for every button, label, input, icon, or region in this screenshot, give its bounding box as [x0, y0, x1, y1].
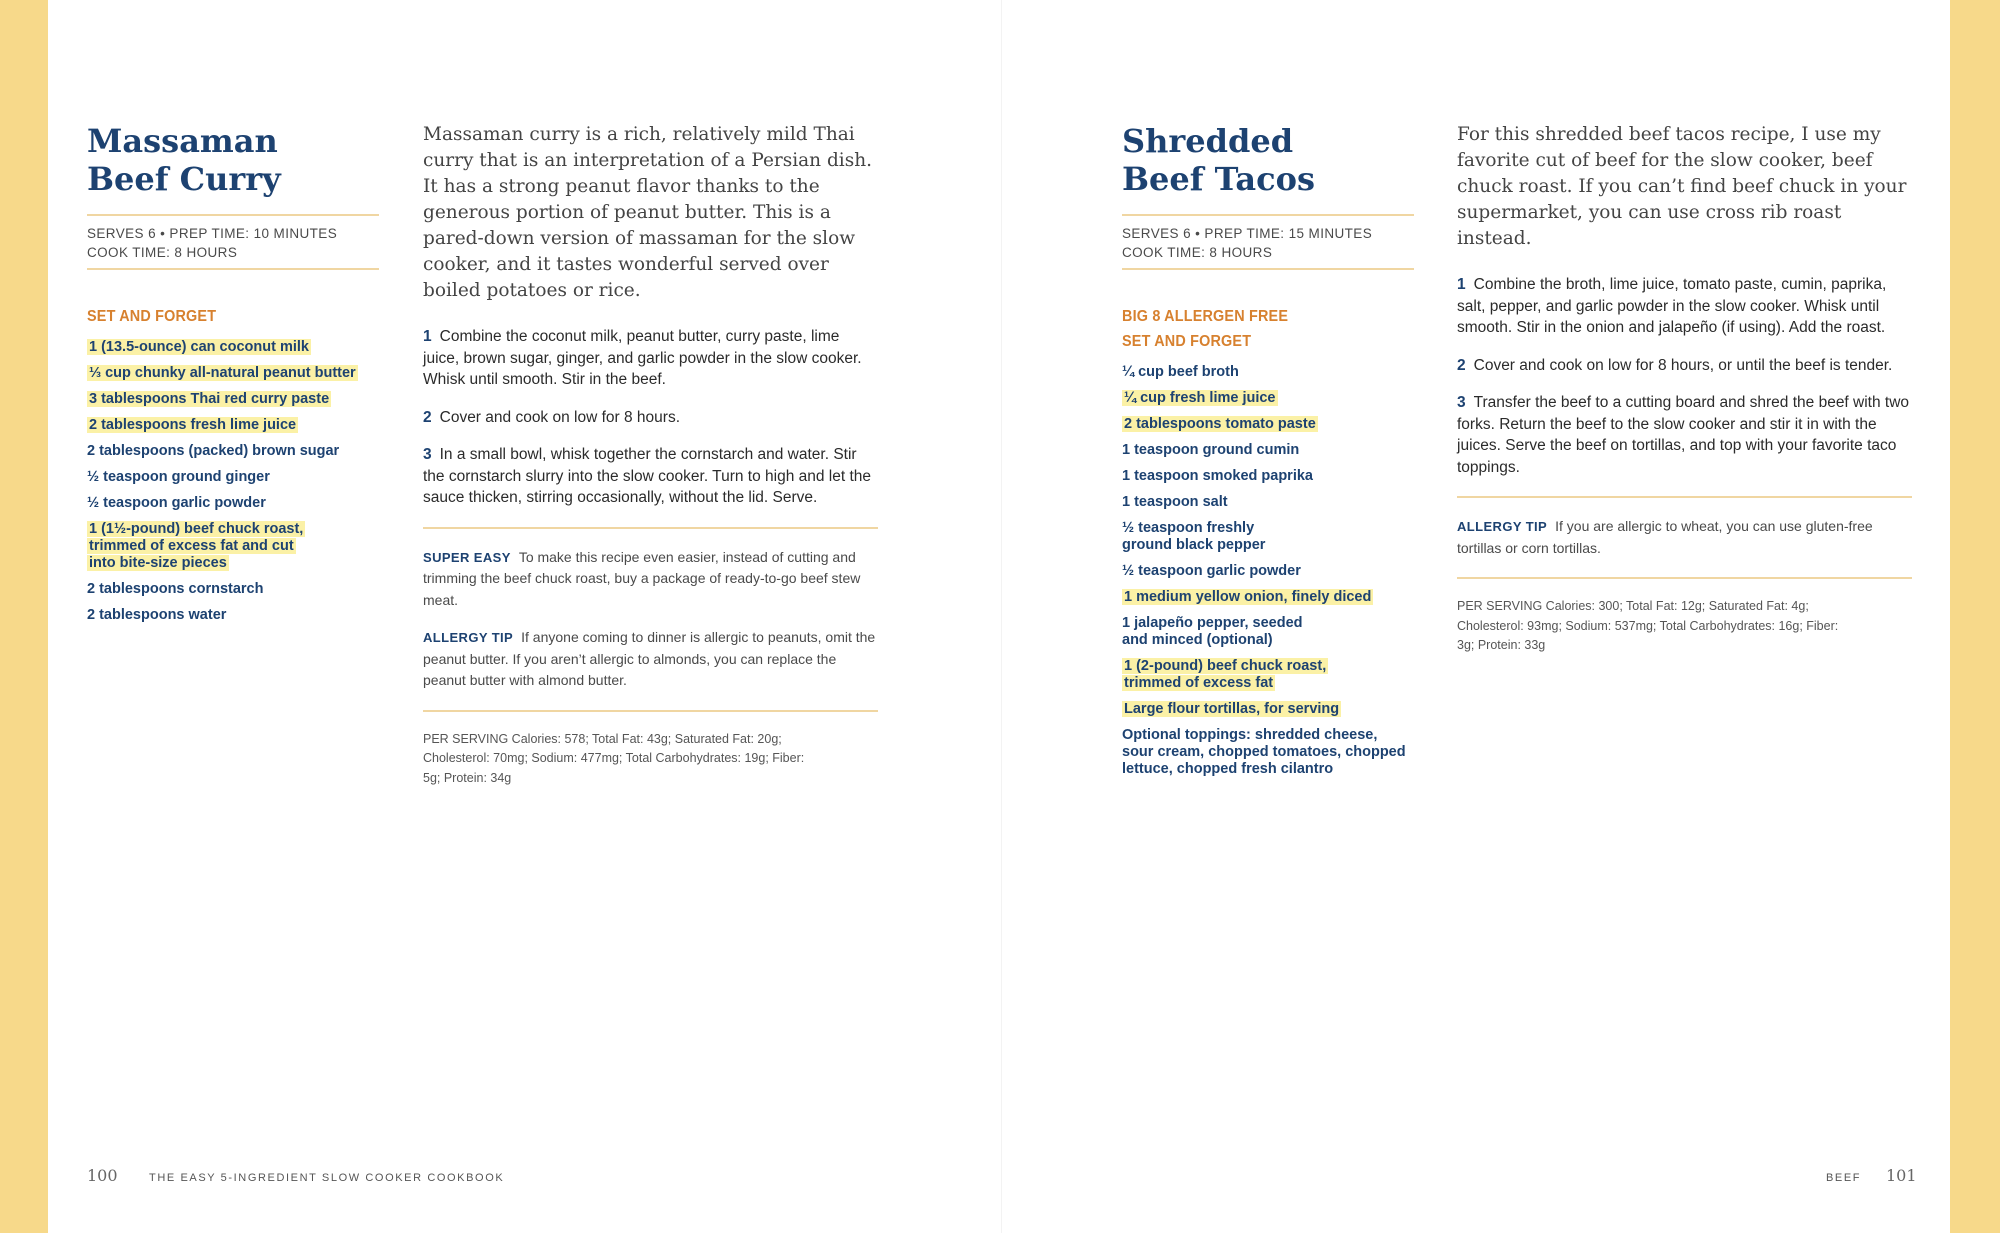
right-ingredient-column: [1122, 122, 1414, 787]
right-tag-allergen-free: BIG 8 ALLERGEN FREE: [1122, 308, 1289, 325]
right-tip-allergy: ALLERGY TIP If you are allergic to wheat, you can use gluten-free tortillas or corn tortillas.: [1457, 518, 1873, 556]
left-tip-super-easy: SUPER EASY To make this recipe even easier, instead of cutting and trimming the beef chuck roast, buy a package of ready-to-go beef stew meat.: [423, 548, 861, 608]
right-recipe-meta: [1122, 214, 1414, 270]
ingredient-item: 1 medium yellow onion, finely diced: [1124, 589, 1372, 605]
divider: [1457, 577, 1912, 579]
left-ingredient-list: [87, 339, 379, 624]
divider: [1457, 496, 1912, 498]
divider: [423, 527, 878, 529]
left-directions-column: [423, 122, 878, 788]
right-serves-prep: SERVES 6 • PREP TIME: 15 MINUTES: [1122, 226, 1373, 241]
page-gutter: [1001, 0, 1002, 1233]
ingredient-item: 2 tablespoons cornstarch: [87, 581, 264, 597]
right-directions-column: [1457, 122, 1912, 656]
left-cook-time: COOK TIME: 8 HOURS: [87, 245, 238, 260]
right-step-2: 2 Cover and cook on low for 8 hours, or until the beef is tender.: [1457, 356, 1893, 374]
left-recipe-title: [87, 122, 379, 198]
ingredient-item: ½ teaspoon ground ginger: [87, 469, 270, 485]
left-tip-allergy: ALLERGY TIP If anyone coming to dinner is allergic to peanuts, omit the peanut butter. If you aren’t allergic to almonds, you can replace the peanut butter with almond butter.: [423, 629, 876, 688]
ingredient-item: ¼ cup fresh lime juice: [1124, 390, 1276, 406]
right-intro-text: For this shredded beef tacos recipe, I use my favorite cut of beef for the slow cooker, beef chuck roast. If you can’t find beef chuck in your supermarket, you can use cross rib roast instead.: [1457, 124, 1907, 249]
left-step-3: 3 In a small bowl, whisk together the cornstarch and water. Stir the cornstarch slurry into the slow cooker. Turn to high and let the sauce thicken, stirring occasionally, without the lid. Serve.: [423, 446, 872, 506]
left-serves-prep: SERVES 6 • PREP TIME: 10 MINUTES: [87, 226, 338, 241]
ingredient-item: 2 tablespoons water: [87, 607, 227, 623]
right-title-line1: Shredded: [1122, 122, 1294, 160]
ingredient-item: 1 teaspoon salt: [1122, 494, 1228, 510]
right-step-3: 3 Transfer the beef to a cutting board and shred the beef with two forks. Return the beef to the slow cooker and stir it in with the juices. Serve the beef on tortillas, and top with your favorite taco toppings.: [1457, 394, 1910, 476]
left-intro-text: Massaman curry is a rich, relatively mild Thai curry that is an interpretation of a Persian dish. It has a strong peanut flavor thanks to the generous portion of peanut butter. This is a pared-down version of massaman for the slow cooker, and it tastes wonderful served over boiled potatoes or rice.: [423, 124, 873, 301]
ingredient-item: ½ teaspoon garlic powder: [87, 495, 266, 511]
left-recipe-meta: [87, 214, 379, 270]
left-nutrition-info: PER SERVING Calories: 578; Total Fat: 43g; Saturated Fat: 20g; Cholesterol: 70mg; Sodium: 477mg; Total Carbohydrates: 19g; Fiber: 5g; Protein: 34g: [423, 731, 805, 785]
right-title-line2: Beef Tacos: [1122, 160, 1315, 198]
left-tag-set-and-forget: SET AND FORGET: [87, 308, 217, 325]
ingredient-item: ½ teaspoon freshly ground black pepper: [1122, 520, 1266, 553]
ingredient-item: Large flour tortillas, for serving: [1124, 701, 1340, 717]
ingredient-item: ½ teaspoon garlic powder: [1122, 563, 1301, 579]
left-title-line2: Beef Curry: [87, 160, 281, 198]
ingredient-item: 2 tablespoons (packed) brown sugar: [87, 443, 340, 459]
ingredient-item: 3 tablespoons Thai red curry paste: [89, 391, 330, 407]
ingredient-item: 1 jalapeño pepper, seeded and minced (optional): [1122, 615, 1303, 648]
left-running-head: THE EASY 5-INGREDIENT SLOW COOKER COOKBOOK: [149, 1172, 505, 1184]
ingredient-item: 1 teaspoon smoked paprika: [1122, 468, 1313, 484]
ingredient-item: 1 teaspoon ground cumin: [1122, 442, 1300, 458]
left-page-number: 100: [87, 1166, 118, 1185]
right-recipe-title: [1122, 122, 1414, 198]
ingredient-item: 2 tablespoons fresh lime juice: [89, 417, 297, 433]
right-step-1: 1 Combine the broth, lime juice, tomato paste, cumin, paprika, salt, pepper, and garlic powder in the slow cooker. Whisk until smooth. Stir in the onion and jalapeño (if using). Add the roast.: [1457, 276, 1887, 336]
ingredient-item: 2 tablespoons tomato paste: [1124, 416, 1316, 432]
right-cook-time: COOK TIME: 8 HOURS: [1122, 245, 1273, 260]
ingredient-item: ⅓ cup chunky all-natural peanut butter: [89, 365, 356, 381]
left-title-line1: Massaman: [87, 122, 278, 160]
ingredient-item: ¼ cup beef broth: [1122, 364, 1239, 380]
right-ingredient-list: [1122, 364, 1414, 778]
right-tag-set-and-forget: SET AND FORGET: [1122, 333, 1252, 350]
right-page-number: 101: [1886, 1166, 1917, 1185]
ingredient-item: 1 (2-pound) beef chuck roast, trimmed of excess fat: [1124, 658, 1327, 691]
left-step-2: 2 Cover and cook on low for 8 hours.: [423, 408, 681, 426]
ingredient-item: Optional toppings: shredded cheese, sour cream, chopped tomatoes, chopped lettuce, chopped fresh cilantro: [1122, 727, 1406, 777]
right-running-head: BEEF: [1826, 1172, 1862, 1184]
ingredient-item: 1 (13.5-ounce) can coconut milk: [89, 339, 309, 355]
left-step-1: 1 Combine the coconut milk, peanut butter, curry paste, lime juice, brown sugar, ginger, and garlic powder in the slow cooker. Whisk until smooth. Stir in the beef.: [423, 328, 862, 388]
left-ingredient-column: [87, 122, 379, 633]
right-nutrition-info: PER SERVING Calories: 300; Total Fat: 12g; Saturated Fat: 4g; Cholesterol: 93mg; Sodium: 537mg; Total Carbohydrates: 16g; Fiber: 3g; Protein: 33g: [1457, 599, 1839, 652]
ingredient-item: 1 (1½-pound) beef chuck roast, trimmed of excess fat and cut into bite-size pieces: [89, 521, 304, 571]
divider: [423, 710, 878, 712]
